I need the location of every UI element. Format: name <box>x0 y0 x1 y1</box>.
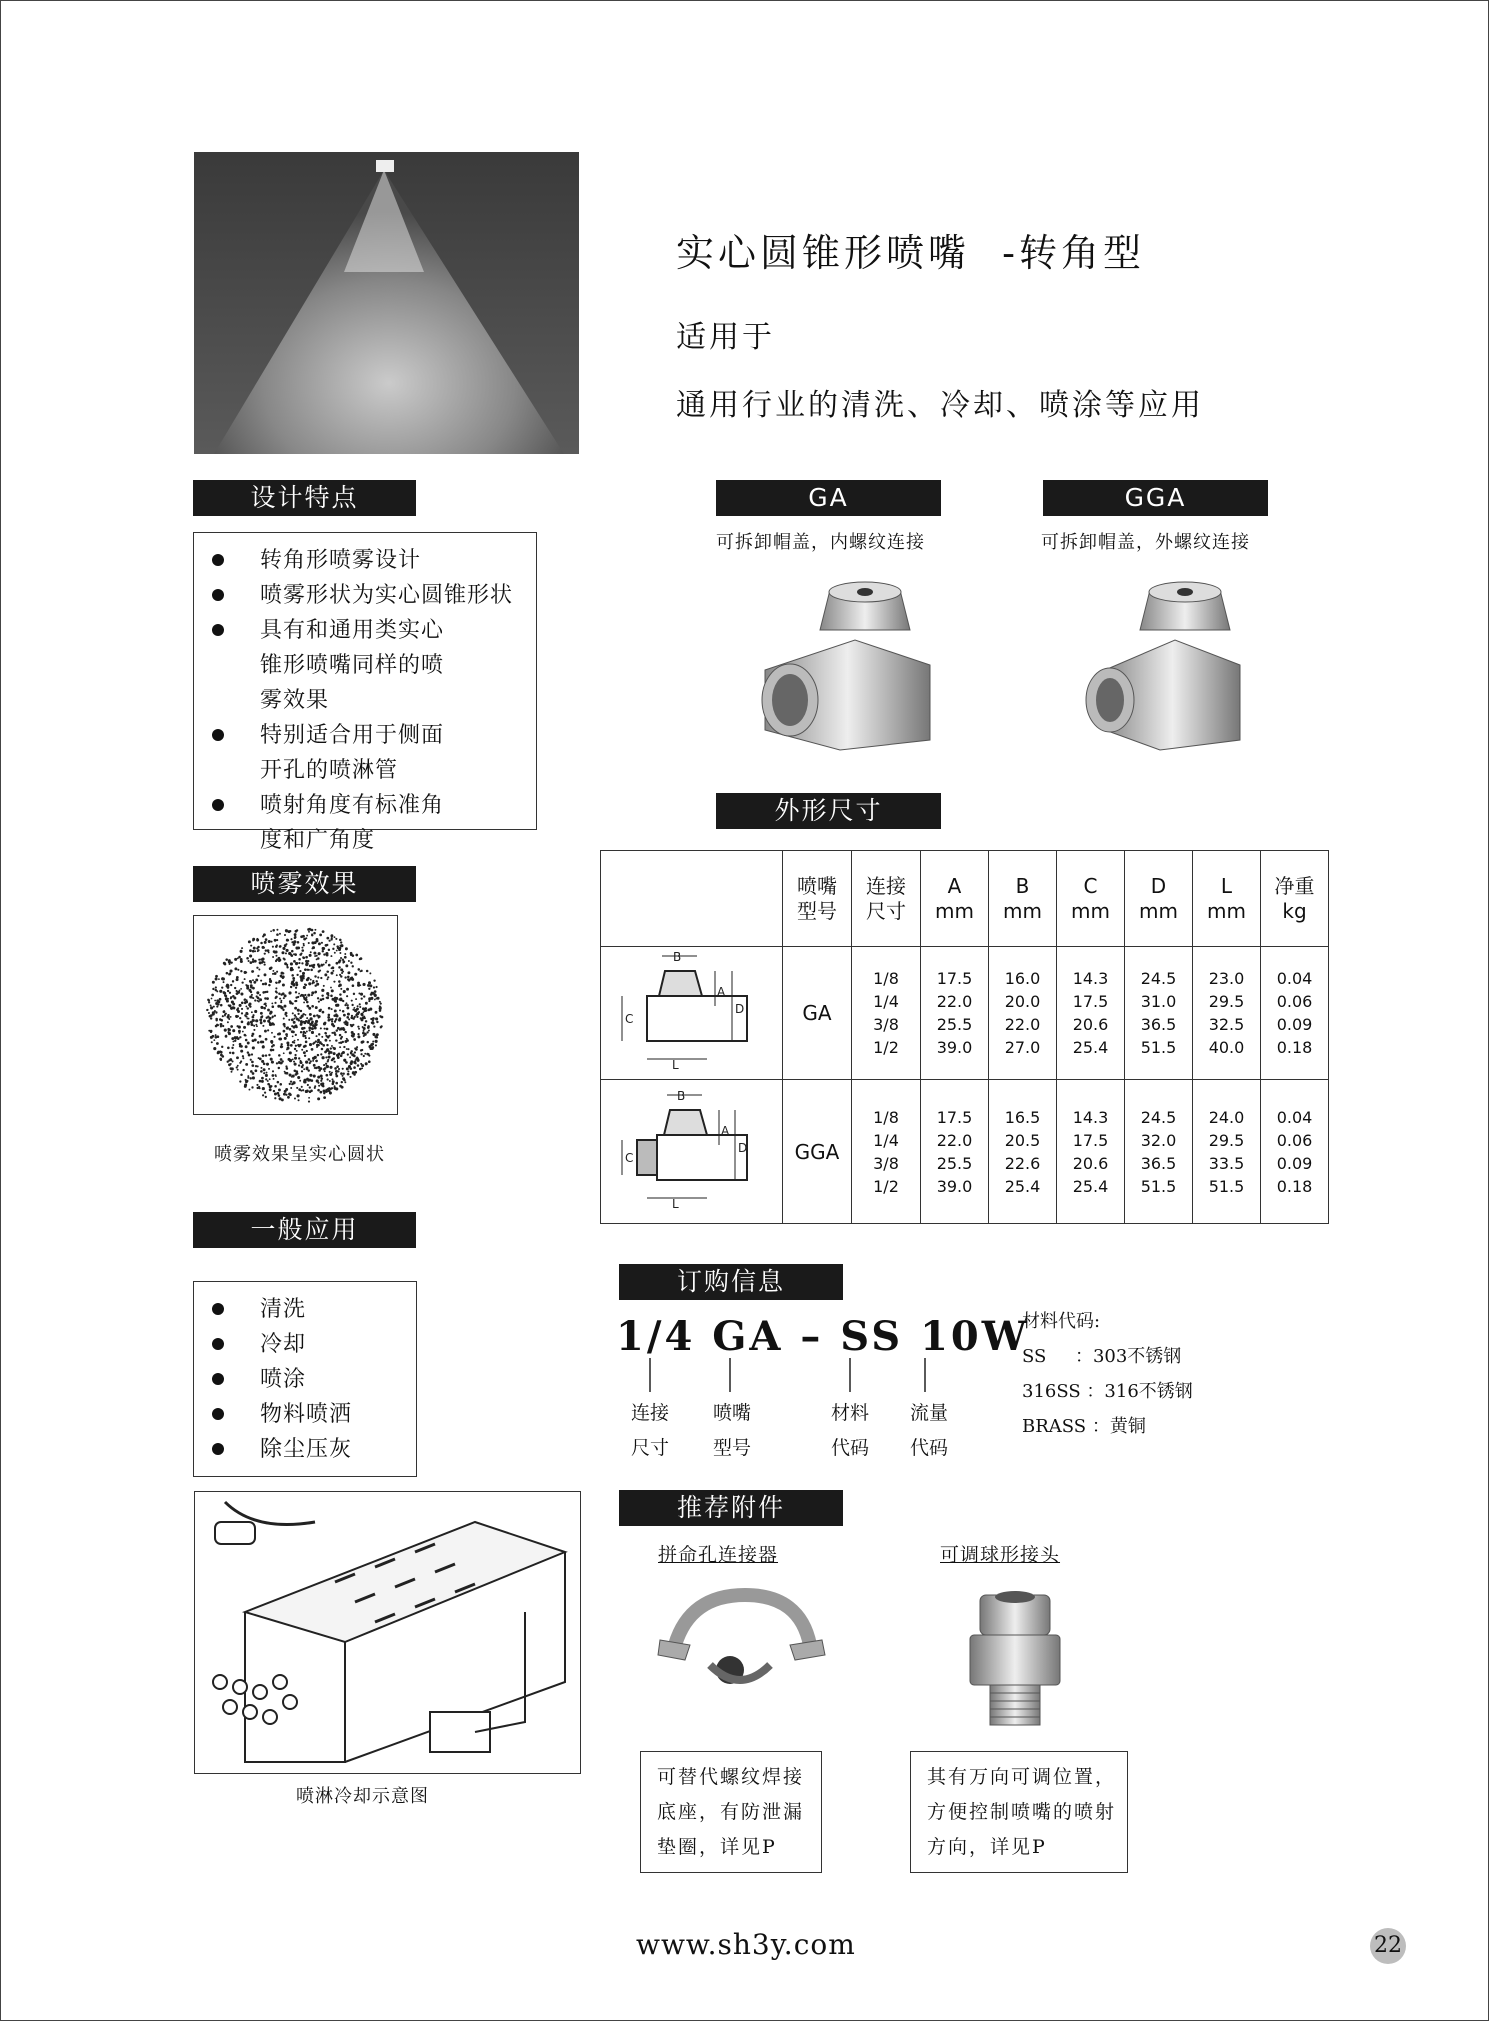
general-item: 除尘压灰 <box>194 1432 416 1467</box>
order-label-flow: 流量 代码 <box>909 1402 948 1459</box>
order-label-material: 材料 代码 <box>830 1402 869 1459</box>
ga-c: 14.3 17.5 20.6 25.4 <box>1057 947 1125 1080</box>
ball-joint-image <box>955 1585 1075 1730</box>
page-number-badge <box>1370 1928 1406 1964</box>
diagram-label-d: D <box>737 1140 747 1155</box>
page-title: 实心圆锥形喷嘴 -转角型 <box>676 231 1145 275</box>
diagram-label-c: C <box>624 1012 633 1026</box>
general-item: 喷涂 <box>194 1362 416 1397</box>
ga-a: 17.5 22.0 25.5 39.0 <box>921 947 989 1080</box>
gga-model: GGA <box>783 1080 852 1224</box>
diagram-label-l: L <box>671 1058 679 1071</box>
diagram-label-a: A <box>720 1123 729 1138</box>
accessory-ball-joint-link[interactable]: 可调球形接头 <box>940 1544 1061 1566</box>
model-gga-desc: 可拆卸帽盖，外螺纹连接 <box>1041 532 1250 553</box>
order-label-size: 连接 尺寸 <box>630 1402 669 1459</box>
ga-d: 24.5 31.0 36.5 51.5 <box>1125 947 1193 1080</box>
order-code: 1/4 GA – SS 10W <box>616 1313 1030 1360</box>
cooling-caption: 喷淋冷却示意图 <box>296 1786 429 1807</box>
col-size: 连接 尺寸 <box>852 851 921 947</box>
website-link[interactable]: www.sh3y.com <box>636 1928 856 1961</box>
accessory-ball-joint-desc: 其有万向可调位置， 方便控制喷嘴的喷射 方向，详见P <box>910 1751 1128 1873</box>
material-brass: BRASS ：黄铜 <box>1022 1416 1146 1437</box>
gga-weight: 0.04 0.06 0.09 0.18 <box>1261 1080 1329 1224</box>
order-label-model: 喷嘴 型号 <box>712 1402 751 1459</box>
table-row <box>601 947 1329 1080</box>
gga-l: 24.0 29.5 33.5 51.5 <box>1193 1080 1261 1224</box>
gga-a: 17.5 22.0 25.5 39.0 <box>921 1080 989 1224</box>
ga-size: 1/8 1/4 3/8 1/2 <box>852 947 921 1080</box>
diagram-label-b: B <box>676 1089 685 1103</box>
col-l: L mm <box>1193 851 1261 947</box>
general-item: 清洗 <box>194 1292 416 1327</box>
order-code-leaders <box>600 1358 960 1398</box>
gga-nozzle-image <box>1065 570 1265 755</box>
design-item: 转角形喷雾设计 <box>194 543 536 578</box>
model-gga-header: GGA <box>1043 480 1268 516</box>
design-box <box>193 532 537 853</box>
accessory-clamp-desc: 可替代螺纹焊接 底座，有防泄漏 垫圈，详见P <box>640 1751 822 1873</box>
cooling-diagram <box>194 1491 581 1774</box>
design-item: 特别适合用于侧面开孔的喷淋管 <box>194 718 460 788</box>
gga-d: 24.5 32.0 36.5 51.5 <box>1125 1080 1193 1224</box>
ga-nozzle-image <box>745 570 945 755</box>
col-c: C mm <box>1057 851 1125 947</box>
design-item: 喷射角度有标准角度和广角度 <box>194 788 460 858</box>
accessories-header: 推荐附件 <box>619 1490 843 1526</box>
accessory-clamp-link[interactable]: 拼命孔连接器 <box>658 1544 779 1566</box>
dims-header: 外形尺寸 <box>716 793 941 829</box>
gga-c: 14.3 17.5 20.6 25.4 <box>1057 1080 1125 1224</box>
general-item: 冷却 <box>194 1327 416 1362</box>
model-ga-header: GA <box>716 480 941 516</box>
spray-photo <box>194 152 579 454</box>
application-line: 通用行业的清洗、冷却、喷涂等应用 <box>676 388 1204 423</box>
col-b: B mm <box>989 851 1057 947</box>
ga-dimension-diagram <box>601 947 783 1080</box>
spray-header: 喷雾效果 <box>193 866 416 902</box>
gga-b: 16.5 20.5 22.6 25.4 <box>989 1080 1057 1224</box>
design-item: 喷雾形状为实心圆锥形状 <box>194 578 536 613</box>
model-ga-desc: 可拆卸帽盖，内螺纹连接 <box>716 532 925 553</box>
diagram-label-c: C <box>624 1150 633 1165</box>
diagram-label-l: L <box>671 1196 679 1210</box>
design-header: 设计特点 <box>193 480 416 516</box>
material-ss: SS ：303不锈钢 <box>1022 1346 1182 1367</box>
diagram-label-d: D <box>734 1002 744 1016</box>
order-header: 订购信息 <box>619 1264 843 1300</box>
design-item: 具有和通用类实心锥形喷嘴同样的喷雾效果 <box>194 613 460 718</box>
col-weight: 净重 kg <box>1261 851 1329 947</box>
diagram-label-b: B <box>672 951 681 964</box>
suitable-for: 适用于 <box>676 320 775 355</box>
page-number: 22 <box>1374 1933 1402 1958</box>
dims-table <box>600 850 1329 1224</box>
general-box <box>193 1281 417 1477</box>
gga-size: 1/8 1/4 3/8 1/2 <box>852 1080 921 1224</box>
general-item: 物料喷洒 <box>194 1397 416 1432</box>
spray-pattern <box>194 916 397 1114</box>
general-header: 一般应用 <box>193 1212 416 1248</box>
col-model: 喷嘴 型号 <box>783 851 852 947</box>
table-row <box>601 1080 1329 1224</box>
col-d: D mm <box>1125 851 1193 947</box>
col-a: A mm <box>921 851 989 947</box>
table-corner <box>601 851 783 947</box>
diagram-label-a: A <box>716 985 725 999</box>
ga-model: GA <box>783 947 852 1080</box>
spray-caption: 喷雾效果呈实心圆状 <box>214 1144 385 1165</box>
gga-dimension-diagram <box>601 1080 783 1224</box>
material-title: 材料代码: <box>1022 1311 1101 1332</box>
ga-weight: 0.04 0.06 0.09 0.18 <box>1261 947 1329 1080</box>
clamp-image <box>650 1585 830 1705</box>
ga-l: 23.0 29.5 32.5 40.0 <box>1193 947 1261 1080</box>
ga-b: 16.0 20.0 22.0 27.0 <box>989 947 1057 1080</box>
material-316ss: 316SS ：316不锈钢 <box>1022 1381 1193 1402</box>
spray-pattern-box <box>193 915 398 1115</box>
